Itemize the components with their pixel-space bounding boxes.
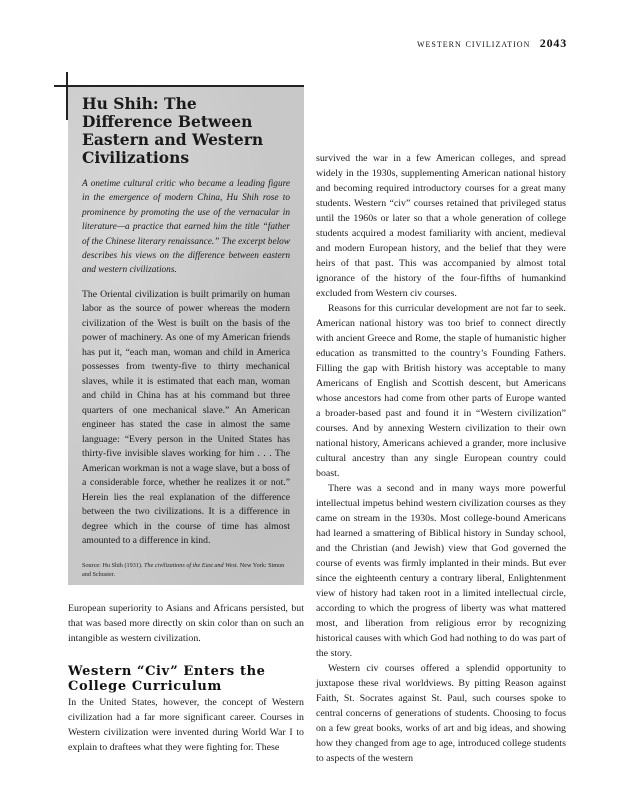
body-paragraph: Reasons for this curricular development are not far to seek. American national history was too brief to connect directly with ancient Greece and Rome, the staple of humanistic higher education as transmitted to the country’s Founding Fathers. Filling the gap with British history was acceptable to many Americans of English and Scottish descent, but Americans whose ancestors had come from other parts of Europe wanted a broader-based past and found it in “Western civilization” courses. And by annexing Western civilization to their own national history, Americans achieved a grander, more inclusive cultural ancestry than any single European country could boast. [316,303,566,479]
left-column [68,601,304,755]
running-title: western civilization [416,38,531,50]
source-work-title: The civilizations of the East and West. [144,561,239,569]
sidebar-intro: A onetime cultural critic who became a leading figure in the emergence of modern China, Hu Shih rose to prominence by promoting the use of the vernacular in literature—a practice that earned him the title “father of the Chinese literary renaissance.” The excerpt below describes his views on the difference between eastern and western civilizations. [82,179,290,276]
sidebar-box [68,85,304,585]
sidebar-corner-rule-horizontal [54,85,304,87]
sidebar-excerpt: The Oriental civilization is built primarily on human labor as the source of power whereas the modern civilization of the West is built on the basis of the power of machinery. As one of my American friends has put it, “each man, woman and child in America possesses from twenty-five to thirty mechanical slaves, while it is estimated that each man, woman and child in China has at his command but three quarters of one mechanical slave.” An American engineer has stated the case in almost the same language: “Every person in the United States has thirty-five invisible slaves working for him . . . The American workman is not a wage slave, but a boss of a considerable force, whether he realizes it or not.” Herein lies the real explanation of the difference between the two civilizations. It is a difference in degree which in the course of time has almost amounted to a difference in kind. [82,288,290,547]
body-paragraph: In the United States, however, the concept of Western civilization had a far more significant career. Courses in Western civilization were invented during World War I to explain to draftees what they were fighting for. These [68,697,304,753]
source-citation: Source: Hu Shih (1931). [82,561,143,569]
body-paragraph: There was a second and in many ways more powerful intellectual impetus behind western civilization courses as they came on stream in the 1930s. Most college-bound Americans had learned a smattering of Biblical history in Sunday school, and the Christian (and Jewish) view that God governed the course of events was firmly implanted in their minds. But ever since the eighteenth century a contrary liberal, Enlightenment view of history had taken root in a limited intellectual circle, according to which the progress of liberty was what mattered most, and liberation from religious error by recognizing historical causes with which God had nothing to do was part of the story. [316,483,566,659]
running-header [417,36,567,51]
sidebar-title: Hu Shih: The Difference Between Eastern and Western Civilizations [82,94,264,167]
right-column [316,151,566,766]
body-paragraph: Western civ courses offered a splendid opportunity to juxtapose these rival worldviews. By pitting Reason against Faith, St. Socrates against St. Paul, such courses spoke to central concerns of generations of students. Choosing to focus on a few great books, works of art and big ideas, and showing how they changed from age to age, introduced college students to aspects of the western [316,663,566,764]
body-paragraph: survived the war in a few American colleges, and spread widely in the 1930s, supplementing American national history and becoming required introductory courses for a great many students. Western “civ” courses retained that privileged status until the 1960s or later so that a whole generation of college students acquired a modest familiarity with ancient, medieval and modern European history, and the belief that they were heirs of that past. This was accompanied by almost total ignorance of the history of the four-fifths of humankind excluded from Western civ courses. [316,153,566,299]
sidebar-content [82,95,290,579]
source-publisher: New York: Simon and Schuster. [82,561,285,578]
body-paragraph: European superiority to Asians and Africans persisted, but that was based more directly on skin color than on such an intangible as western civilization. [68,603,304,644]
section-heading: Western “Civ” Enters the College Curriculum [68,664,266,694]
page-number: 2043 [539,36,567,50]
sidebar-corner-rule-vertical [66,72,68,120]
sidebar-source [82,561,290,579]
